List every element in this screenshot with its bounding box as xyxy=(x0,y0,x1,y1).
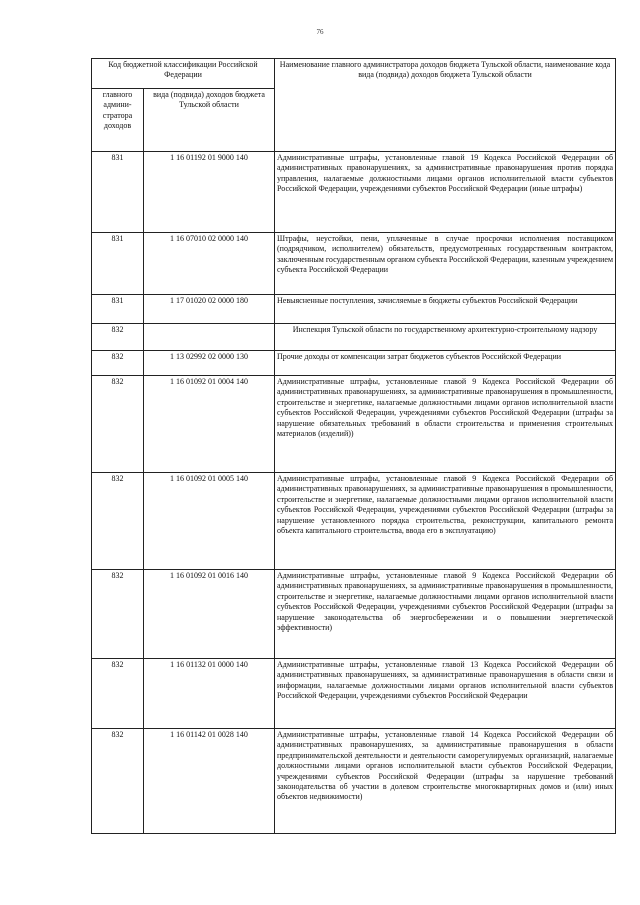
description-cell: Административные штрафы, установленные главой 13 Кодекса Российской Федерации об административных правонарушениях, за административные правонарушения в области связи и информации, налагаемые должностными лицами органов исполнительной власти субъектов Российской Федерации, учреждениями субъектов Российской Федерации xyxy=(275,659,616,729)
table-row xyxy=(92,152,616,233)
table-row xyxy=(92,729,616,834)
admin-code-cell: 832 xyxy=(92,473,144,570)
table-row xyxy=(92,659,616,729)
income-code-cell: 1 16 01132 01 0000 140 xyxy=(144,659,275,729)
budget-classification-table xyxy=(91,58,616,834)
section-title-cell: Инспекция Тульской области по государственному архитектурно-строительному надзору xyxy=(275,324,616,351)
header-code-column: вида (подвида) доходов бюджета Тульской области xyxy=(144,89,275,152)
admin-code-cell: 831 xyxy=(92,233,144,295)
income-code-cell: 1 17 01020 02 0000 180 xyxy=(144,295,275,324)
description-cell: Административные штрафы, установленные главой 14 Кодекса Российской Федерации об административных правонарушениях, за административные правонарушения в области предпринимательской деятельности и деятельности саморегулируемых организаций, налагаемые должностными лицами органов исполнительной власти субъектов Российской Федерации, учреждениями субъектов Российской Федерации (штрафы за нарушение требований законодательства об участии в долевом строительстве многоквартирных домов и (или) иных объектов недвижимости) xyxy=(275,729,616,834)
income-code-cell: 1 16 01092 01 0005 140 xyxy=(144,473,275,570)
admin-code-cell: 831 xyxy=(92,295,144,324)
header-admin-column: главного админи-стратора доходов xyxy=(92,89,144,152)
admin-code-cell: 831 xyxy=(92,152,144,233)
table-row xyxy=(92,473,616,570)
table-row xyxy=(92,295,616,324)
income-code-cell: 1 16 01142 01 0028 140 xyxy=(144,729,275,834)
description-cell: Административные штрафы, установленные главой 9 Кодекса Российской Федерации об административных правонарушениях, за административные правонарушения в промышленности, строительстве и энергетике, налагаемые должностными лицами органов исполнительной власти субъектов Российской Федерации, учреждениями субъектов Российской Федерации (штрафы за нарушение установленного порядка строительства, реконструкции, капитального ремонта объекта капитального строительства, ввода его в эксплуатацию) xyxy=(275,473,616,570)
table-row xyxy=(92,233,616,295)
description-cell: Административные штрафы, установленные главой 9 Кодекса Российской Федерации об административных правонарушениях, за административные правонарушения в промышленности, строительстве и энергетике, налагаемые должностными лицами органов исполнительной власти субъектов Российской Федерации, учреждениями субъектов Российской Федерации (штрафы за нарушение законодательства об энергосбережении и о повышении энергетической эффективности) xyxy=(275,570,616,659)
description-cell: Штрафы, неустойки, пени, уплаченные в случае просрочки исполнения поставщиком (подрядчиком, исполнителем) обязательств, предусмотренных государственным контрактом, заключенным государственным органом субъекта Российской Федерации, казенным учреждением субъекта Российской Федерации xyxy=(275,233,616,295)
table-row xyxy=(92,376,616,473)
description-cell: Невыясненные поступления, зачисляемые в бюджеты субъектов Российской Федерации xyxy=(275,295,616,324)
description-cell: Прочие доходы от компенсации затрат бюджетов субъектов Российской Федерации xyxy=(275,351,616,376)
header-name-column: Наименование главного администратора доходов бюджета Тульской области, наименование кода вида (подвида) доходов бюджета Тульской области xyxy=(275,59,616,152)
admin-code-cell: 832 xyxy=(92,351,144,376)
section-row xyxy=(92,324,616,351)
description-cell: Административные штрафы, установленные главой 9 Кодекса Российской Федерации об административных правонарушениях, за административные правонарушения в промышленности, строительстве и энергетике, налагаемые должностными лицами органов исполнительной власти субъектов Российской Федерации, учреждениями субъектов Российской Федерации (штрафы за нарушение обязательных требований в области строительства и применения строительных материалов (изделий)) xyxy=(275,376,616,473)
admin-code-cell: 832 xyxy=(92,659,144,729)
admin-code-cell: 832 xyxy=(92,324,144,351)
header-code-group: Код бюджетной классификации Российской Федерации xyxy=(92,59,275,89)
income-code-cell: 1 16 07010 02 0000 140 xyxy=(144,233,275,295)
table-row xyxy=(92,351,616,376)
income-code-cell: 1 13 02992 02 0000 130 xyxy=(144,351,275,376)
admin-code-cell: 832 xyxy=(92,570,144,659)
admin-code-cell: 832 xyxy=(92,376,144,473)
description-cell: Административные штрафы, установленные главой 19 Кодекса Российской Федерации об административных правонарушениях, за административные правонарушения против порядка управления, налагаемые должностными лицами органов исполнительной власти субъектов Российской Федерации, учреждениями субъектов Российской Федерации (иные штрафы) xyxy=(275,152,616,233)
table-row xyxy=(92,570,616,659)
income-code-cell: 1 16 01192 01 9000 140 xyxy=(144,152,275,233)
income-code-cell xyxy=(144,324,275,351)
admin-code-cell: 832 xyxy=(92,729,144,834)
page-number: 76 xyxy=(316,28,324,36)
income-code-cell: 1 16 01092 01 0004 140 xyxy=(144,376,275,473)
income-code-cell: 1 16 01092 01 0016 140 xyxy=(144,570,275,659)
